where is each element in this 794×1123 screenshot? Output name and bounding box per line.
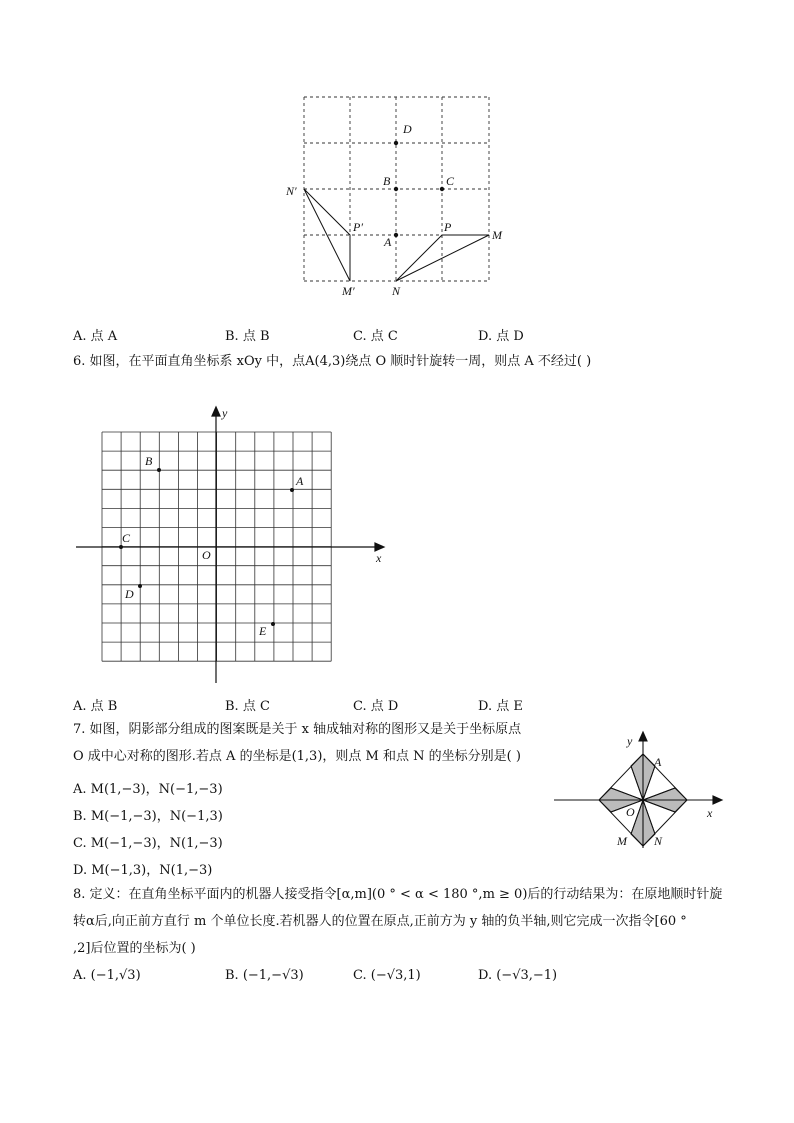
label-b: B bbox=[383, 174, 391, 188]
label-y: y bbox=[627, 734, 633, 748]
q8-option-b: B. (−1,−√3) bbox=[225, 968, 304, 983]
label-y: y bbox=[222, 406, 228, 420]
label-o: O bbox=[626, 805, 635, 819]
label-e: E bbox=[259, 624, 267, 638]
q5-option-d: D. 点 D bbox=[478, 329, 524, 344]
label-a: A bbox=[384, 235, 392, 249]
q6-option-b: B. 点 C bbox=[225, 699, 270, 714]
label-p: P bbox=[444, 220, 452, 234]
coordinate-grid-figure bbox=[70, 400, 400, 690]
label-a: A bbox=[654, 755, 662, 769]
point-c bbox=[119, 545, 123, 549]
x-axis-arrow-icon bbox=[375, 543, 384, 551]
q7-option-d: D. M(−1,3)，N(1,−3) bbox=[73, 863, 213, 878]
label-o: O bbox=[202, 548, 211, 562]
point-b bbox=[157, 468, 161, 472]
q7-stem-line1: 7. 如图，阴影部分组成的图案既是关于 x 轴成轴对称的图形又是关于坐标原点 bbox=[73, 722, 522, 737]
label-p-prime: P′ bbox=[353, 220, 363, 234]
label-n: N bbox=[654, 834, 663, 848]
label-b: B bbox=[145, 454, 153, 468]
symmetry-pattern-figure bbox=[550, 728, 730, 850]
point-a bbox=[290, 488, 294, 492]
q7-option-b: B. M(−1,−3)，N(−1,3) bbox=[73, 809, 223, 824]
q6-option-c: C. 点 D bbox=[353, 699, 399, 714]
label-c: C bbox=[122, 531, 131, 545]
q8-option-a: A. (−1,√3) bbox=[73, 968, 141, 983]
shaded-petal-left-bottom bbox=[599, 800, 643, 812]
label-d: D bbox=[125, 587, 134, 601]
x-axis-arrow-icon bbox=[713, 796, 722, 804]
q8-option-c: C. (−√3,1) bbox=[353, 968, 421, 983]
label-c: C bbox=[446, 174, 455, 188]
label-n-prime: N′ bbox=[286, 184, 297, 198]
point-e bbox=[271, 622, 275, 626]
label-n: N bbox=[392, 284, 401, 298]
label-m: M bbox=[492, 228, 502, 242]
label-a: A bbox=[296, 474, 304, 488]
q8-stem-line1: 8. 定义：在直角坐标平面内的机器人接受指令[α,m](0 ° < α < 180 °,m ≥ 0)后的行动结果为：在原地顺时针旋 bbox=[73, 887, 723, 902]
rotation-grid-figure bbox=[280, 88, 520, 303]
q7-option-a: A. M(1,−3)，N(−1,−3) bbox=[73, 782, 223, 797]
label-d: D bbox=[403, 122, 412, 136]
q6-option-d: D. 点 E bbox=[478, 699, 523, 714]
q6-stem: 6. 如图，在平面直角坐标系 xOy 中，点A(4,3)绕点 O 顺时针旋转一周，则点 A 不经过( ) bbox=[73, 354, 592, 369]
label-x: x bbox=[707, 806, 713, 820]
q5-option-c: C. 点 C bbox=[353, 329, 398, 344]
q8-stem-line3: ,2]后位置的坐标为( ) bbox=[73, 941, 196, 956]
y-axis-arrow-icon bbox=[639, 732, 647, 741]
point-b bbox=[394, 187, 398, 191]
label-m-prime: M′ bbox=[342, 284, 355, 298]
q8-stem-line2: 转α后,向正前方直行 m 个单位长度.若机器人的位置在原点,正前方为 y 轴的负半轴,则它完成一次指令[60 ° bbox=[73, 914, 687, 929]
point-d bbox=[394, 141, 398, 145]
point-d bbox=[138, 584, 142, 588]
shaded-petal-right-top bbox=[643, 788, 687, 800]
q6-option-a: A. 点 B bbox=[73, 699, 118, 714]
label-m: M bbox=[617, 834, 627, 848]
q7-stem-line2: O 成中心对称的图形.若点 A 的坐标是(1,3)，则点 M 和点 N 的坐标分别是( ) bbox=[73, 749, 521, 764]
point-c bbox=[440, 187, 444, 191]
q5-option-b: B. 点 B bbox=[225, 329, 270, 344]
q8-option-d: D. (−√3,−1) bbox=[478, 968, 558, 983]
shaded-petal-right-bottom bbox=[643, 800, 687, 812]
label-x: x bbox=[376, 551, 382, 565]
q5-option-a: A. 点 A bbox=[73, 329, 118, 344]
triangle-pmn bbox=[396, 235, 489, 281]
shaded-petal-left-top bbox=[599, 788, 643, 800]
point-a bbox=[394, 233, 398, 237]
q7-option-c: C. M(−1,−3)，N(1,−3) bbox=[73, 836, 223, 851]
y-axis-arrow-icon bbox=[212, 407, 220, 416]
